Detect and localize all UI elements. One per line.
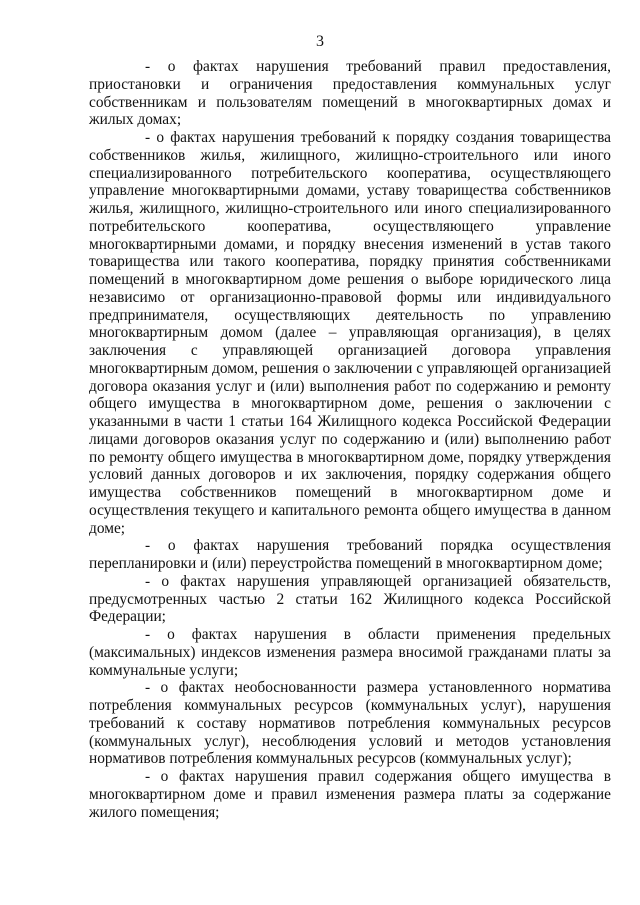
paragraph-replanning: - о фактах нарушения требований порядка осуществления перепланировки и (или) переустройства помещений в многоквартирном доме; xyxy=(89,537,611,572)
body-text xyxy=(89,58,611,821)
page-number: 3 xyxy=(316,33,324,50)
paragraph-rules-violation: - о фактах нарушения требований правил предоставления, приостановки и ограничения предоставления коммунальных услуг собственникам и пользователям помещений в многоквартирных домах и жилых домах; xyxy=(89,58,611,129)
paragraph-management-obligations: - о фактах нарушения управляющей организацией обязательств, предусмотренных частью 2 статьи 162 Жилищного кодекса Российской Федерации; xyxy=(89,572,611,626)
paragraph-hoa-creation: - о фактах нарушения требований к порядку создания товарищества собственников жилья, жилищного, жилищно-строительного или иного специализированного потребительского кооператива, осуществляющего управление многоквартирными домами, уставу товарищества собственников жилья, жилищного, жилищно-строительного или иного специализированного потребительского кооператива, осуществляющего управление многоквартирными домами, и порядку внесения изменений в устав такого товарищества или такого кооператива, порядку принятия собственниками помещений в многоквартирном доме решения о выборе юридического лица независимо от организационно-правовой формы или индивидуального предпринимателя, осуществляющих деятельность по управлению многоквартирным домом (далее – управляющая организация), в целях заключения с управляющей организацией договора управления многоквартирным домом, решения о заключении с управляющей организацией договора оказания услуг и (или) выполнения работ по содержанию и ремонту общего имущества в многоквартирном доме, решения о заключении с указанными в части 1 статьи 164 Жилищного кодекса Российской Федерации лицами договоров оказания услуг по содержанию и (или) выполнению работ по ремонту общего имущества в многоквартирном доме, порядку утверждения условий данных договоров и их заключения, порядку содержания общего имущества собственников помещений в многоквартирном доме и осуществления текущего и капитального ремонта общего имущества в данном доме; xyxy=(89,129,611,537)
paragraph-consumption-norms: - о фактах необоснованности размера установленного норматива потребления коммунальных ресурсов (коммунальных услуг), нарушения требований к составу нормативов потребления коммунальных ресурсов (коммунальных услуг), несоблюдения условий и методов установления нормативов потребления коммунальных ресурсов (коммунальных услуг); xyxy=(89,679,611,768)
paragraph-common-property: - о фактах нарушения правил содержания общего имущества в многоквартирном доме и правил изменения размера платы за содержание жилого помещения; xyxy=(89,768,611,821)
paragraph-payment-indexes: - о фактах нарушения в области применения предельных (максимальных) индексов изменения размера вносимой гражданами платы за коммунальные услуги; xyxy=(89,626,611,679)
